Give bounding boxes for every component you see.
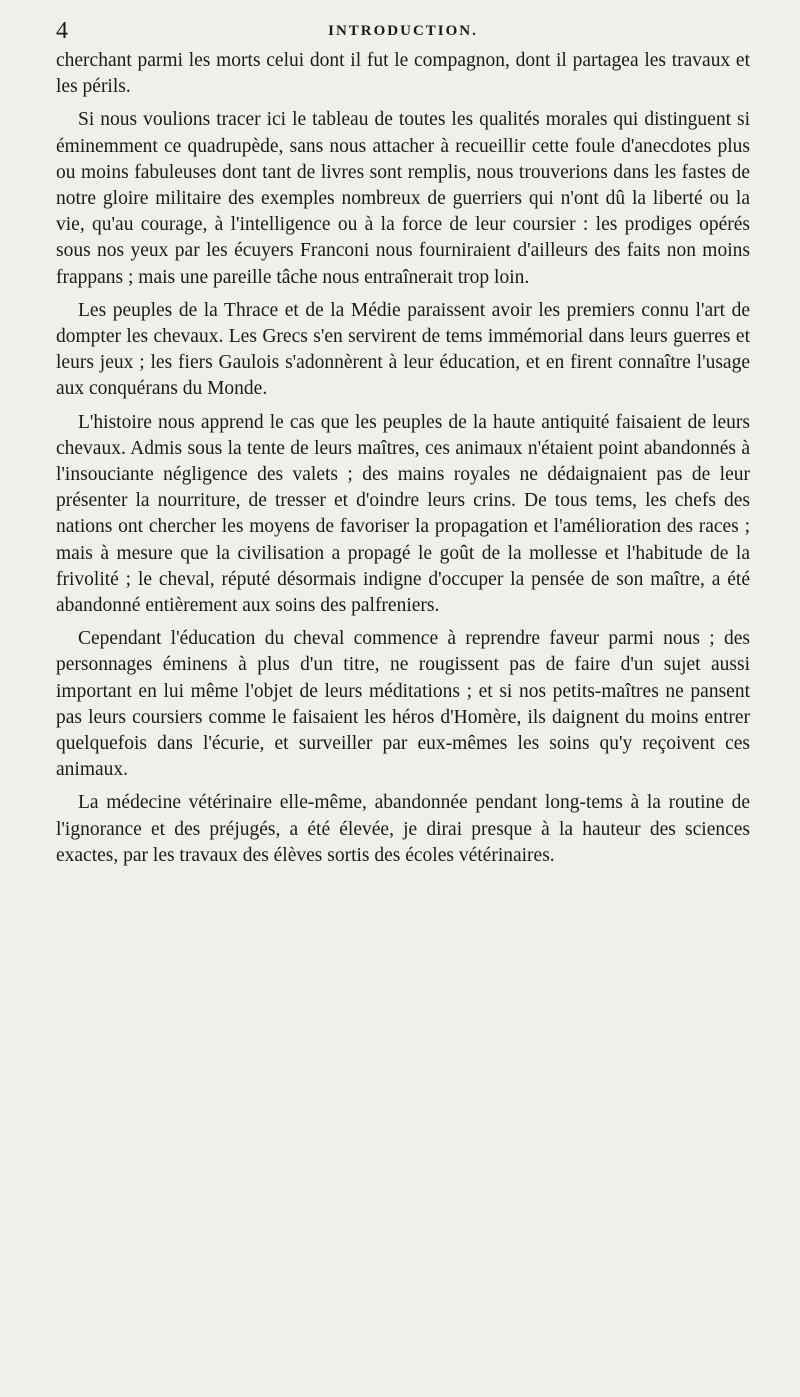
paragraph: Si nous voulions tracer ici le tableau de toutes les qualités morales qui distinguent si éminemment ce quadrupède, sans nous attacher à recueillir cette foule d'anecdotes plus ou moins fabuleuses dont tant de livres sont remplis, nous trouverions dans les fastes de notre gloire militaire des exemples nombreux de guerriers qui n'ont dû la liberté ou la vie, qu'au courage, à l'intelligence ou à la force de leur coursier : les prodiges opérés sous nos yeux par les écuyers Franconi nous fourniraient d'ailleurs des faits non moins frappans ; mais une pareille tâche nous entraînerait trop loin.	[56, 109, 750, 288]
running-title: INTRODUCTION.	[328, 23, 478, 39]
running-head	[56, 16, 750, 46]
paragraph: cherchant parmi les morts celui dont il fut le compagnon, dont il partagea les travaux et les périls.	[56, 50, 750, 98]
paragraph: La médecine vétérinaire elle-même, abandonnée pendant long-tems à la routine de l'ignorance et des préjugés, a été élevée, je dirai presque à la hauteur des sciences exactes, par les travaux des élèves sortis des écoles vétérinaires.	[56, 792, 750, 866]
paragraph: Cependant l'éducation du cheval commence à reprendre faveur parmi nous ; des personnages éminens à plus d'un titre, ne rougissent pas de faire d'un sujet aussi important en lui même l'objet de leurs méditations ; et si nos petits-maîtres ne pansent pas leurs coursiers comme le faisaient les héros d'Homère, ils daignent du moins entrer quelquefois dans l'écurie, et surveiller par eux-mêmes les soins qu'y reçoivent ces animaux.	[56, 628, 750, 781]
page-number: 4	[56, 18, 68, 44]
paragraph: L'histoire nous apprend le cas que les peuples de la haute antiquité faisaient de leurs chevaux. Admis sous la tente de leurs maîtres, ces animaux n'étaient point abandonnés à l'insouciante négligence des valets ; des mains royales ne dédaignaient pas de leur présenter la nourriture, de tresser et d'oindre leurs crins. De tous tems, les chefs des nations ont chercher les moyens de favoriser la propagation et l'amélioration des races ; mais à mesure que la civilisation a propagé le goût de la mollesse et l'habitude de la frivolité ; le cheval, réputé désormais indigne d'occuper la pensée de son maître, a été abandonné entièrement aux soins des palfreniers.	[56, 411, 750, 617]
paragraph: Les peuples de la Thrace et de la Médie paraissent avoir les premiers connu l'art de dompter les chevaux. Les Grecs s'en servirent de tems immémorial dans leurs guerres et leurs jeux ; les fiers Gaulois s'adonnèrent à leur éducation, et en firent connaître l'usage aux conquérans du Monde.	[56, 299, 750, 400]
body-text	[56, 48, 750, 869]
